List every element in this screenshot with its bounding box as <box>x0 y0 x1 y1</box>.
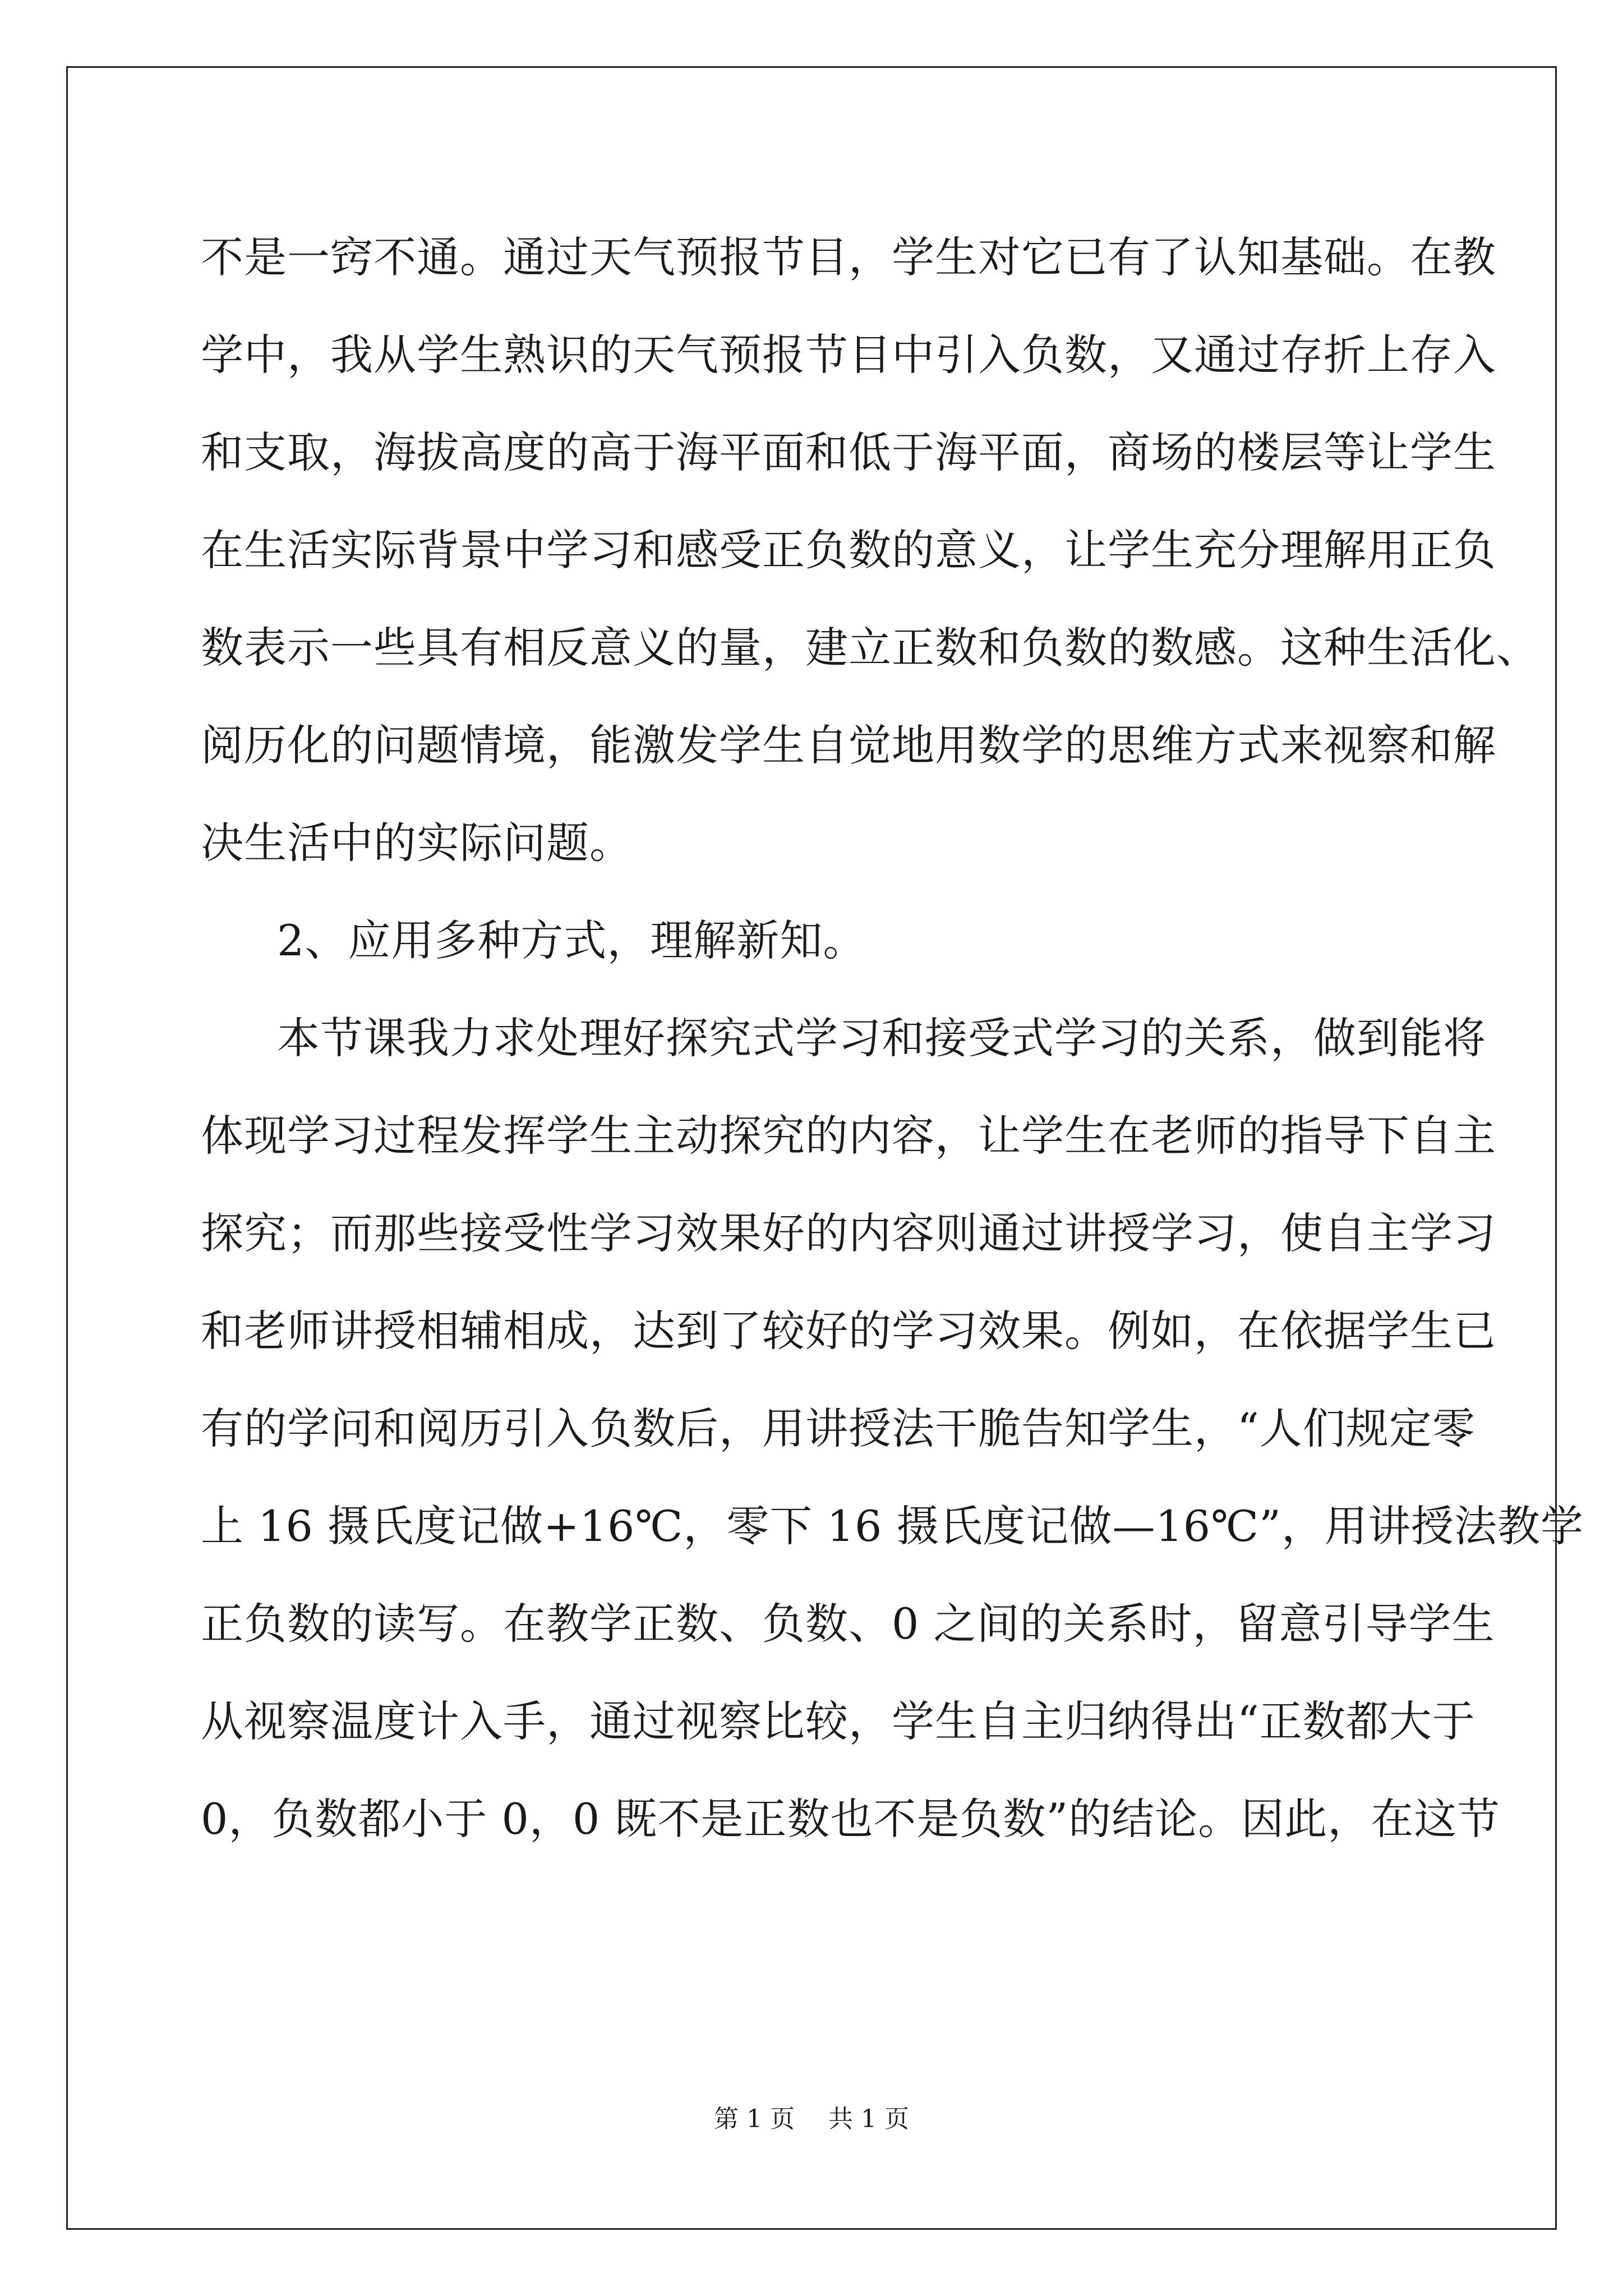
text-line: 从视察温度计入手，通过视察比较，学生自主归纳得出“正数都大于 <box>201 1696 1476 1746</box>
text-line: 不是一窍不通。通过天气预报节目，学生对它已有了认知基础。在教 <box>201 232 1496 282</box>
document-body <box>201 209 1584 1868</box>
text-line: 阅历化的问题情境，能激发学生自觉地用数学的思维方式来视察和解 <box>201 720 1496 770</box>
text-line: 体现学习过程发挥学生主动探究的内容，让学生在老师的指导下自主 <box>201 1111 1496 1161</box>
paragraph-first-line: 本节课我力求处理好探究式学习和接受式学习的关系，做到能将 <box>277 1013 1486 1063</box>
text-line: 数表示一些具有相反意义的量，建立正数和负数的数感。这种生活化、 <box>201 623 1539 673</box>
text-line: 决生活中的实际问题。 <box>201 818 633 868</box>
text-line: 在生活实际背景中学习和感受正负数的意义，让学生充分理解用正负 <box>201 525 1496 575</box>
page-number: 第 1 页 <box>714 2105 795 2133</box>
text-line: 和支取，海拔高度的高于海平面和低于海平面，商场的楼层等让学生 <box>201 427 1496 477</box>
page-footer <box>0 2102 1623 2136</box>
text-line: 上 16 摄氏度记做+16℃，零下 16 摄氏度记做—16℃”，用讲授法教学 <box>201 1501 1584 1551</box>
text-line: 探究；而那些接受性学习效果好的内容则通过讲授学习，使自主学习 <box>201 1208 1496 1258</box>
section-heading: 2、应用多种方式，理解新知。 <box>277 915 866 965</box>
text-line: 正负数的读写。在教学正数、负数、0 之间的关系时，留意引导学生 <box>201 1599 1495 1649</box>
text-line: 有的学问和阅历引入负数后，用讲授法干脆告知学生，“人们规定零 <box>201 1404 1476 1453</box>
page-total: 共 1 页 <box>828 2105 909 2133</box>
text-line: 0，负数都小于 0，0 既不是正数也不是负数”的结论。因此，在这节 <box>201 1794 1501 1844</box>
text-line: 和老师讲授相辅相成，达到了较好的学习效果。例如，在依据学生已 <box>201 1306 1496 1356</box>
text-line: 学中，我从学生熟识的天气预报节目中引入负数，又通过存折上存入 <box>201 330 1496 380</box>
